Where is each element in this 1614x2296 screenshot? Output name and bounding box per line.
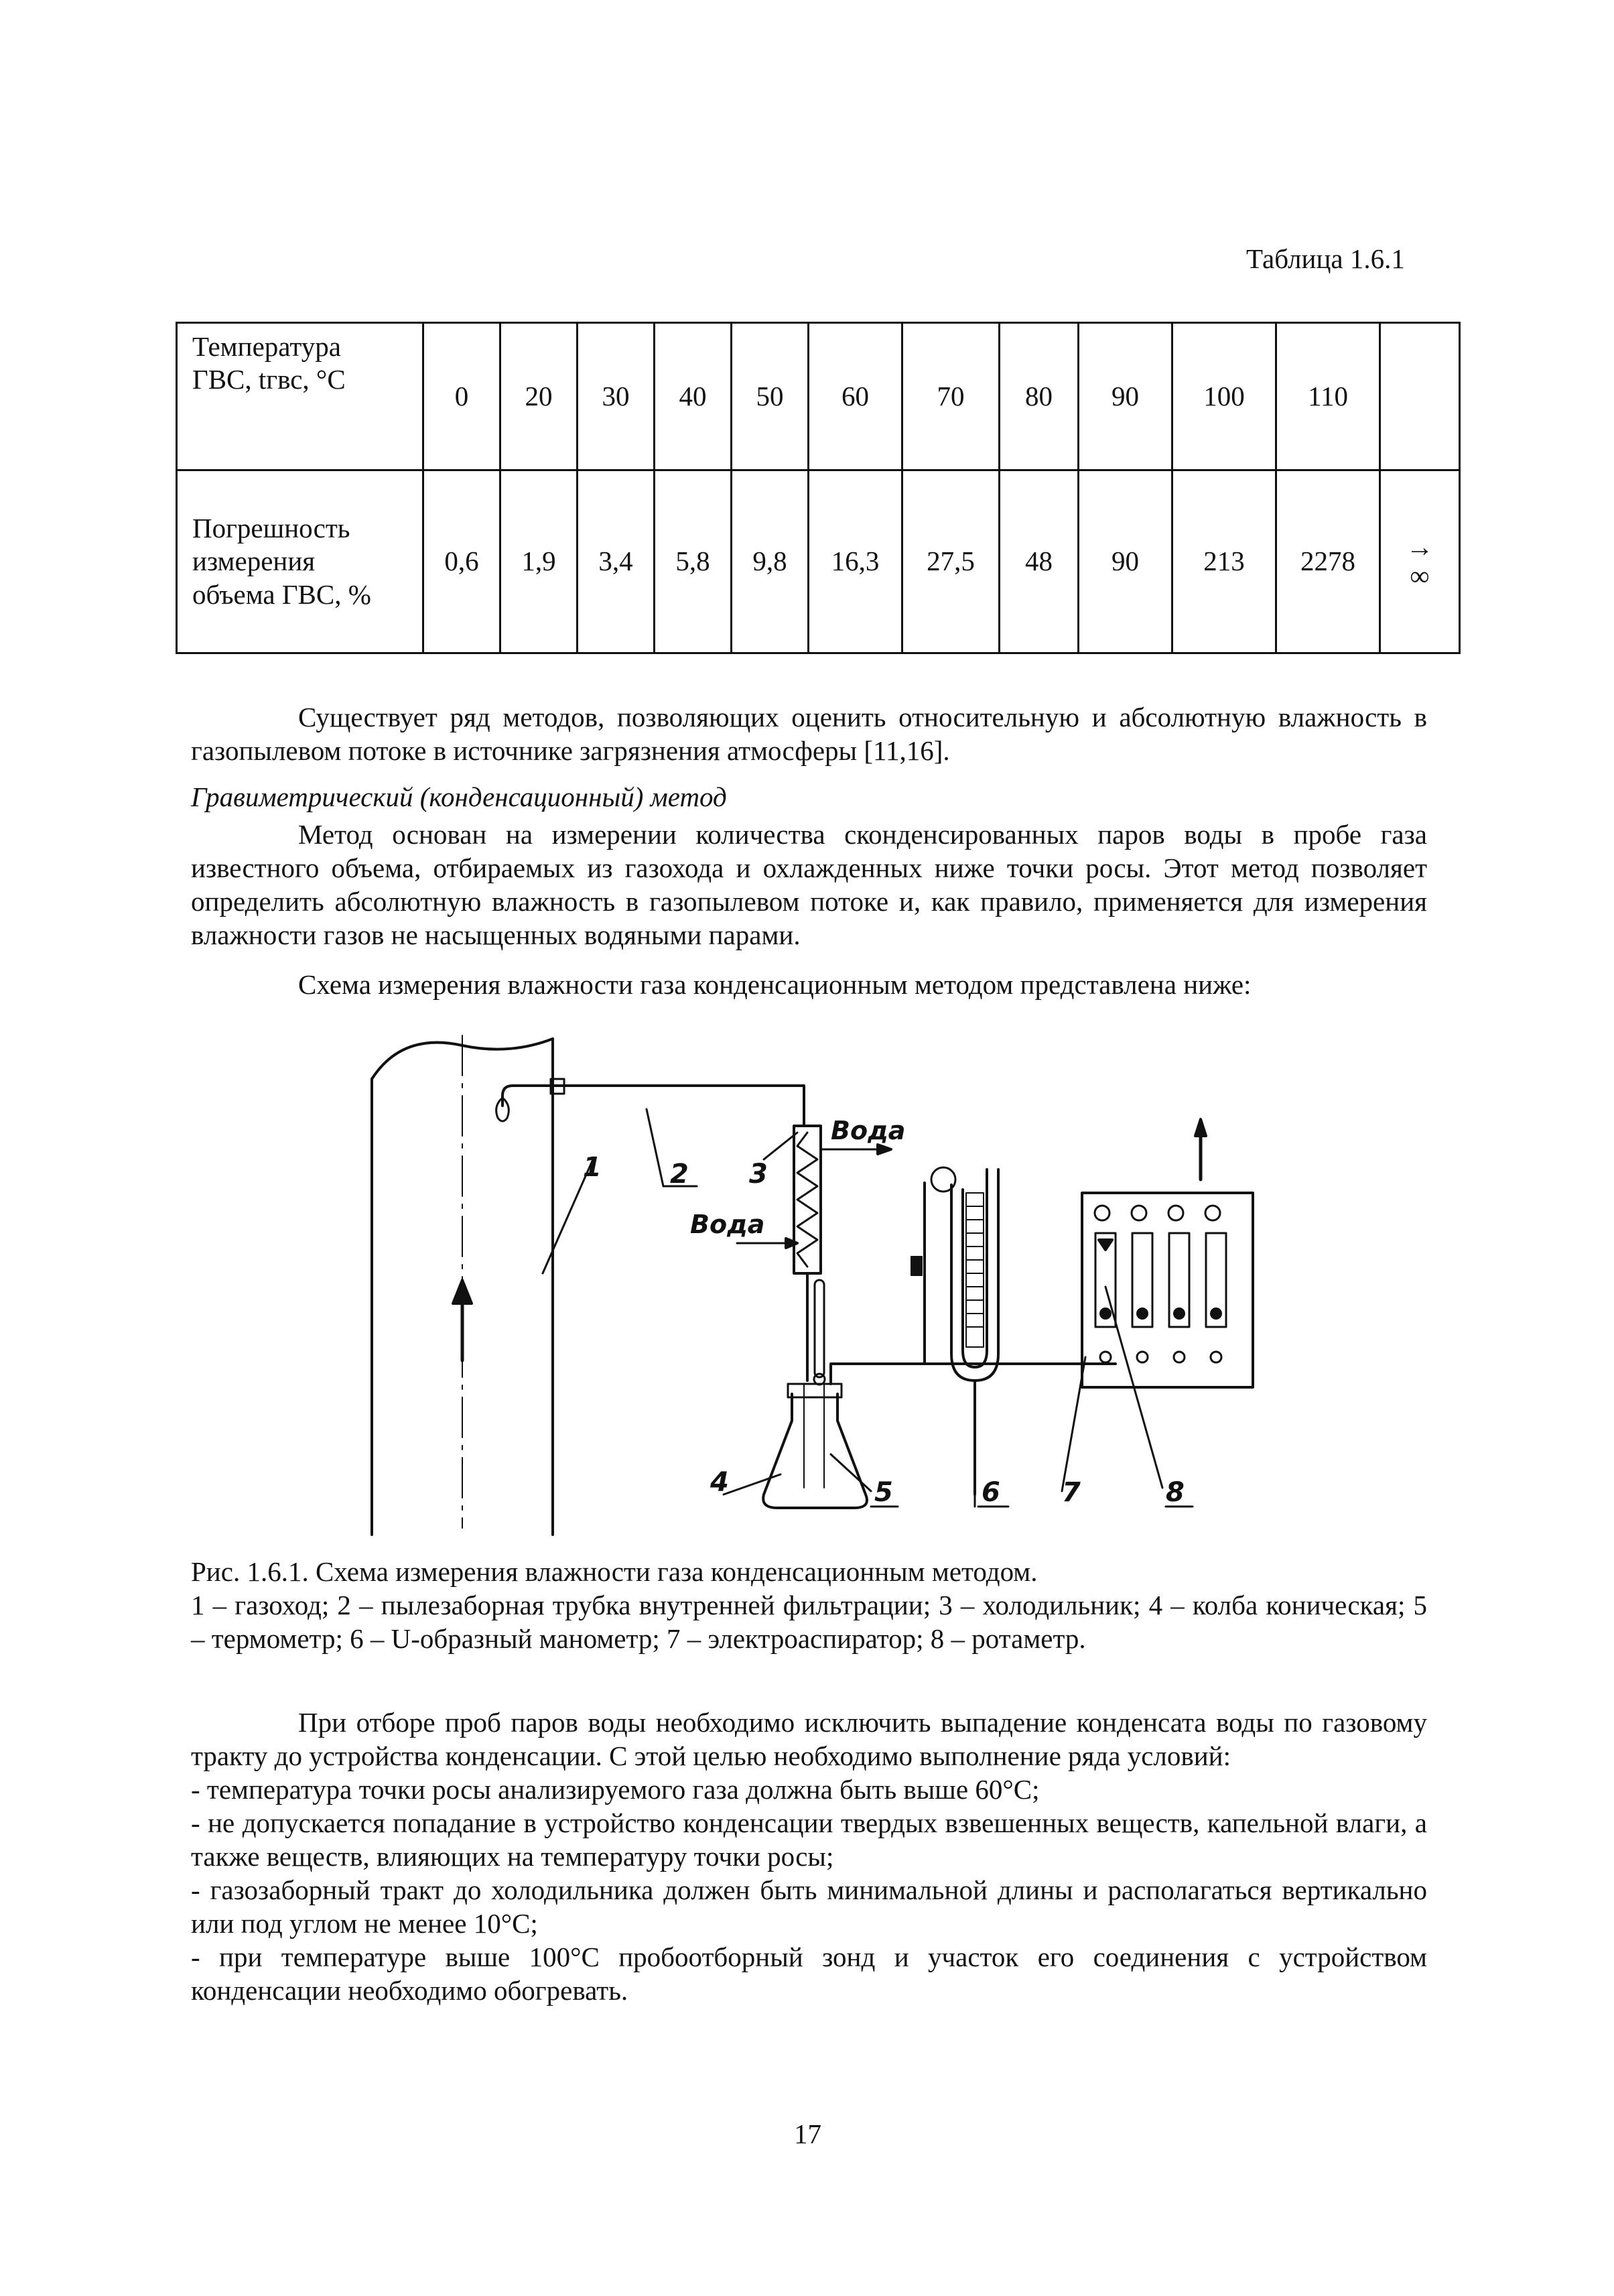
table-cell — [1380, 323, 1460, 470]
rotameters — [1095, 1233, 1226, 1362]
table-cell: 80 — [1000, 323, 1079, 470]
table-cell: 110 — [1276, 323, 1380, 470]
label-3: 3 — [749, 1159, 768, 1190]
table-cell: 100 — [1172, 323, 1276, 470]
conical-flask — [763, 1384, 867, 1508]
label-water-in: Вода — [690, 1210, 765, 1239]
condition-item: - газозаборный тракт до холодильника должен быть минимальной длины и располагаться вертикально или под углом не менее 10°С; — [191, 1874, 1427, 1939]
method-title: Гравиметрический (конденсационный) метод — [191, 781, 727, 812]
method-paragraph: Метод основан на измерении количества сконденсированных паров воды в пробе газа известного объема, отбираемых из газохода и охлажденных ниже точки росы. Этот метод позволяет определить абсолютную влажность в газопылевом потоке и, как правило, применяется для измерения влажности газов не насыщенных водяными парами. — [191, 819, 1427, 950]
figure-caption — [191, 1555, 1427, 1655]
leader-line-3 — [764, 1133, 797, 1159]
table-cell: 213 — [1172, 470, 1276, 653]
table-cell: 70 — [902, 323, 1000, 470]
condition-item: - при температуре выше 100°С пробоотборный зонд и участок его соединения с устройством конденсации необходимо обогревать. — [191, 1941, 1427, 2006]
leader-line-2 — [647, 1109, 663, 1186]
table-cell: 5,8 — [655, 470, 732, 653]
table-cell: 20 — [500, 323, 578, 470]
gas-duct — [372, 1035, 553, 1535]
label-7: 7 — [1062, 1477, 1081, 1508]
thermometer — [814, 1280, 825, 1385]
table-row — [177, 470, 1460, 653]
infinity-symbol: ∞ — [1410, 560, 1430, 591]
row-header-error: Погрешность измерения объема ГВС, % — [177, 470, 423, 653]
intro-paragraph: Существует ряд методов, позволяющих оценить относительную и абсолютную влажность в газопылевом потоке в источнике загрязнения атмосферы [11,16]. — [191, 702, 1427, 766]
leader-line-7 — [1062, 1357, 1085, 1491]
condition-item: - температура точки росы анализируемого газа должна быть выше 60°С; — [191, 1774, 1040, 1805]
figure-title: Рис. 1.6.1. Схема измерения влажности газа конденсационным методом. — [191, 1556, 1038, 1587]
table-cell: 40 — [655, 323, 732, 470]
condition-item: - не допускается попадание в устройство конденсации твердых взвешенных веществ, капельной влаги, а также веществ, влияющих на температуру точки росы; — [191, 1807, 1427, 1872]
leader-line-5 — [831, 1454, 871, 1491]
table-row — [177, 323, 1460, 470]
conditions-intro: При отборе проб паров воды необходимо исключить выпадение конденсата воды по газовому тракту до устройства конденсации. С этой целью необходимо выполнение ряда условий: — [191, 1707, 1427, 1771]
table-cell: 50 — [732, 323, 809, 470]
label-2: 2 — [670, 1159, 689, 1190]
table-cell: 48 — [1000, 470, 1079, 653]
table-cell: 27,5 — [902, 470, 1000, 653]
label-water-out: Вода — [831, 1116, 906, 1145]
sampling-tube — [496, 1079, 804, 1126]
table-cell: 0 — [423, 323, 500, 470]
table-cell: 9,8 — [732, 470, 809, 653]
table-cell: 16,3 — [809, 470, 902, 653]
table-caption: Таблица 1.6.1 — [1246, 243, 1405, 274]
conditions-section — [191, 1706, 1427, 2007]
table-cell: 90 — [1079, 323, 1172, 470]
electroaspirator — [1082, 1119, 1253, 1387]
table-cell-infinity — [1380, 470, 1460, 653]
arrow-right-icon: → — [1406, 531, 1434, 562]
label-6: 6 — [982, 1477, 1000, 1508]
table-cell: 2278 — [1276, 470, 1380, 653]
row-header-temperature: Температура ГВС, tгвс, °С — [177, 323, 423, 470]
data-table — [176, 322, 1461, 654]
label-4: 4 — [710, 1467, 729, 1498]
label-5: 5 — [874, 1477, 893, 1508]
table-cell: 90 — [1079, 470, 1172, 653]
page-number: 17 — [794, 2118, 821, 2149]
label-1: 1 — [583, 1152, 602, 1183]
label-8: 8 — [1166, 1477, 1185, 1508]
table-cell: 1,9 — [500, 470, 578, 653]
condensation-method-diagram — [362, 1019, 1260, 1548]
table-cell: 3,4 — [578, 470, 655, 653]
figure-legend: 1 – газоход; 2 – пылезаборная трубка внутренней фильтрации; 3 – холодильник; 4 – колба коническая; 5 – термометр; 6 – U-образный манометр; 7 – электроаспиратор; 8 – ротаметр. — [191, 1590, 1427, 1654]
table-cell: 60 — [809, 323, 902, 470]
scheme-intro: Схема измерения влажности газа конденсационным методом представлена ниже: — [298, 969, 1252, 1000]
table-cell: 30 — [578, 323, 655, 470]
leader-line-4 — [724, 1474, 781, 1494]
table-cell: 0,6 — [423, 470, 500, 653]
